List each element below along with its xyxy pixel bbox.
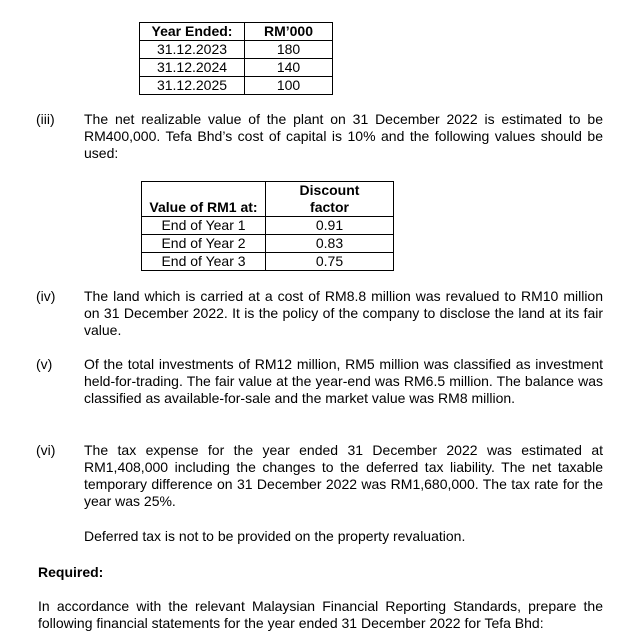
table-row	[142, 235, 394, 253]
year-cell: 31.12.2023	[140, 41, 245, 59]
table-row	[142, 253, 394, 271]
required-heading: Required:	[38, 564, 104, 580]
table-row	[140, 77, 333, 95]
year-cell: 31.12.2024	[140, 59, 245, 77]
discount-factor-table	[141, 181, 394, 271]
item-v-text: Of the total investments of RM12 million, RM5 million was classified as investment held-for-trading. The fair value at the year-end was RM6.5 million. The balance was classified as available-for-sale and the market value was RM8 million.	[84, 356, 603, 406]
table-header-row	[142, 182, 394, 217]
year-ended-header: Year Ended:	[140, 23, 245, 41]
table-header-row	[140, 23, 333, 41]
item-vi-text: The tax expense for the year ended 31 December 2022 was estimated at RM1,408,000 including the changes to the deferred tax liability. The net taxable temporary difference on 31 December 2022 was RM1,680,000. The tax rate for the year was 25%.	[84, 442, 603, 509]
item-vi-note: Deferred tax is not to be provided on the property revaluation.	[84, 528, 466, 544]
table-row	[140, 41, 333, 59]
discount-factor-header	[266, 182, 394, 217]
year-ended-table	[139, 22, 333, 95]
item-number-v: (v)	[36, 356, 53, 372]
item-iii-text: The net realizable value of the plant on 31 December 2022 is estimated to be RM400,000. Tefa Bhd’s cost of capital is 10% and the following values should be used:	[84, 111, 603, 161]
item-number-iv: (iv)	[36, 288, 56, 304]
required-text: In accordance with the relevant Malaysian Financial Reporting Standards, prepare the following financial statements for the year ended 31 December 2022 for Tefa Bhd:	[38, 598, 603, 631]
item-iv-text: The land which is carried at a cost of RM8.8 million was revalued to RM10 million on 31 December 2022. It is the policy of the company to disclose the land at its fair value.	[84, 288, 603, 338]
period-cell: End of Year 3	[142, 253, 266, 271]
item-number-vi: (vi)	[36, 442, 56, 458]
rm000-header: RM’000	[245, 23, 333, 41]
amount-cell: 100	[245, 77, 333, 95]
factor-cell: 0.83	[266, 235, 394, 253]
amount-cell: 180	[245, 41, 333, 59]
year-cell: 31.12.2025	[140, 77, 245, 95]
item-number-iii: (iii)	[36, 111, 55, 127]
amount-cell: 140	[245, 59, 333, 77]
discount-factor-header-line2: factor	[310, 199, 349, 215]
value-of-rm1-header: Value of RM1 at:	[142, 182, 266, 217]
factor-cell: 0.75	[266, 253, 394, 271]
period-cell: End of Year 2	[142, 235, 266, 253]
discount-factor-header-line1: Discount	[299, 182, 360, 198]
table-row	[142, 217, 394, 235]
table-row	[140, 59, 333, 77]
factor-cell: 0.91	[266, 217, 394, 235]
period-cell: End of Year 1	[142, 217, 266, 235]
